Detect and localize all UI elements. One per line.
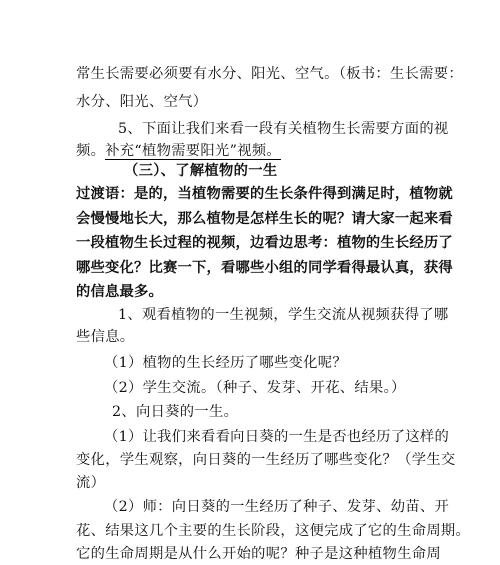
underlined-text: 补充“植物需要阳光”视频。: [105, 143, 281, 159]
text-line: 会慢慢地长大，那么植物是怎样生长的呢？请大家一起来看: [76, 211, 453, 227]
text-line: 它的生命周期是从什么开始的呢？种子是这种植物生命周: [76, 546, 441, 562]
text-line: （2）师：向日葵的一生经历了种子、发芽、幼苗、开: [104, 499, 450, 515]
section-heading: （三）、了解植物的一生: [124, 163, 278, 179]
text-line: 花、结果这几个主要的生长阶段，这便完成了它的生命周期。: [76, 523, 471, 539]
text-segment: 频。: [76, 143, 106, 159]
text-line: 一段植物生长过程的视频，边看边思考：植物的生长经历了: [76, 235, 453, 251]
text-line: 些信息。: [76, 329, 135, 345]
text-line: （1）植物的生长经历了哪些变化呢？: [104, 355, 347, 371]
text-line: 变化，学生观察，向日葵的一生经历了哪些变化？（学生交: [76, 452, 456, 468]
text-line: 5、下面让我们来看一段有关植物生长需要方面的视: [118, 121, 449, 137]
text-line: 水分、阳光、空气）: [76, 94, 208, 110]
text-line: [76, 141, 438, 161]
text-line: 的信息最多。: [76, 284, 163, 300]
text-line: 过渡语：是的，当植物需要的生长条件得到满足时，植物就: [76, 186, 453, 202]
text-line: （1）让我们来看看向日葵的一生是否也经历了这样的: [104, 429, 450, 445]
text-line: 哪些变化？比赛一下，看哪些小组的同学看得最认真，获得: [76, 260, 453, 276]
text-line: 2、向日葵的一生。: [112, 404, 239, 420]
text-line: （2）学生交流。（种子、发芽、开花、结果。）: [104, 380, 406, 396]
text-line: 流）: [76, 475, 106, 491]
text-line: 1、观看植物的一生视频，学生交流从视频获得了哪: [118, 307, 449, 323]
text-line: 常生长需要必须要有水分、阳光、空气。（板书：生长需要：: [76, 66, 463, 82]
